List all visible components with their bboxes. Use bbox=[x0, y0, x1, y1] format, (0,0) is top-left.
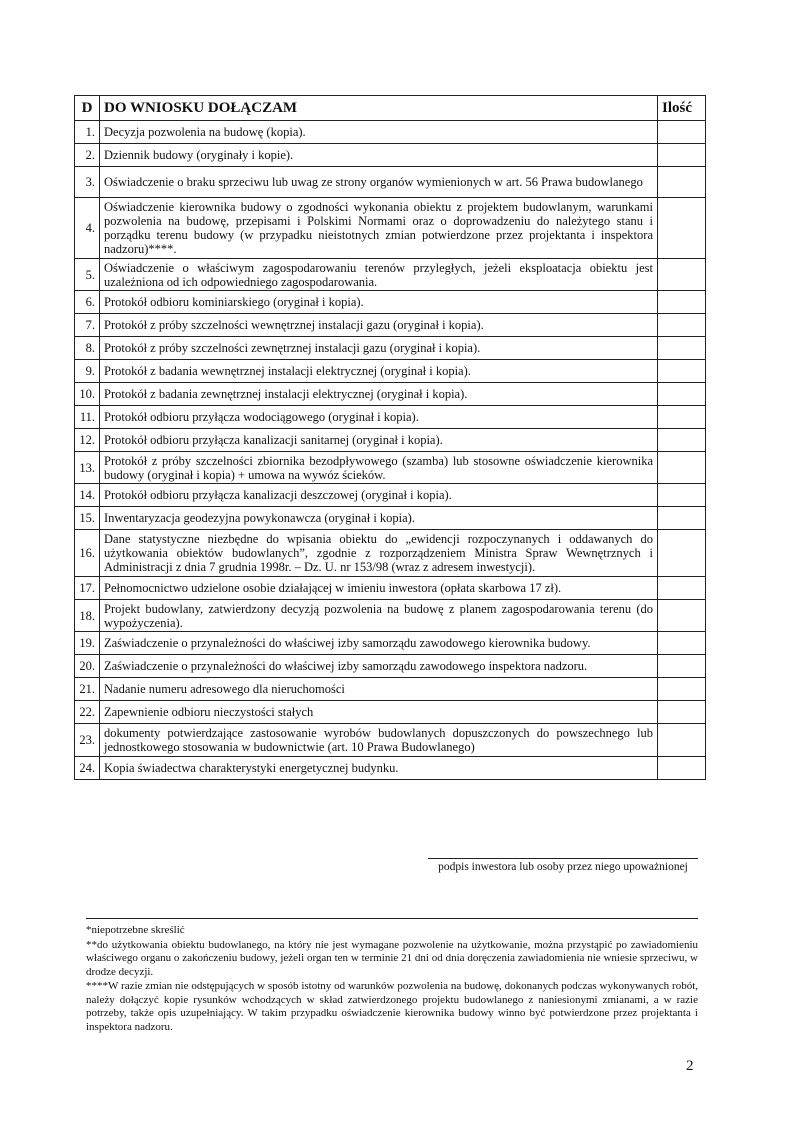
row-number: 10. bbox=[75, 383, 100, 406]
row-text: Projekt budowlany, zatwierdzony decyzją pozwolenia na budowę z planem zagospodarowania terenu (do wypożyczenia). bbox=[100, 600, 658, 632]
row-text: Decyzja pozwolenia na budowę (kopia). bbox=[100, 121, 658, 144]
header-section-letter: D bbox=[75, 96, 100, 121]
table-row bbox=[75, 121, 706, 144]
table-row bbox=[75, 167, 706, 198]
row-number: 11. bbox=[75, 406, 100, 429]
row-text: dokumenty potwierdzające zastosowanie wyrobów budowlanych dopuszczonych do powszechnego lub jednostkowego stosowania w budownictwie (art. 10 Prawa Budowlanego) bbox=[100, 724, 658, 757]
table-row bbox=[75, 452, 706, 484]
table-row bbox=[75, 632, 706, 655]
row-number: 23. bbox=[75, 724, 100, 757]
row-number: 22. bbox=[75, 701, 100, 724]
footnote-divider bbox=[86, 918, 698, 919]
attachments-table bbox=[74, 95, 706, 780]
signature-label: podpis inwestora lub osoby przez niego upoważnionej bbox=[438, 861, 688, 873]
row-quantity-cell bbox=[658, 406, 706, 429]
row-text: Oświadczenie o właściwym zagospodarowaniu terenów przyległych, jeżeli eksploatacja obiektu jest uzależniona od ich odpowiedniego zagospodarowania. bbox=[100, 259, 658, 291]
row-text: Dziennik budowy (oryginały i kopie). bbox=[100, 144, 658, 167]
header-title: DO WNIOSKU DOŁĄCZAM bbox=[100, 96, 658, 121]
row-quantity-cell bbox=[658, 655, 706, 678]
row-number: 14. bbox=[75, 484, 100, 507]
row-quantity-cell bbox=[658, 259, 706, 291]
table-row bbox=[75, 678, 706, 701]
table-row bbox=[75, 360, 706, 383]
table-row bbox=[75, 259, 706, 291]
row-quantity-cell bbox=[658, 530, 706, 577]
footnote-1: *niepotrzebne skreślić bbox=[86, 924, 185, 936]
row-quantity-cell bbox=[658, 724, 706, 757]
row-quantity-cell bbox=[658, 577, 706, 600]
row-quantity-cell bbox=[658, 484, 706, 507]
row-text: Protokół odbioru przyłącza wodociągowego (oryginał i kopia). bbox=[100, 406, 658, 429]
row-text: Protokół z badania wewnętrznej instalacji elektrycznej (oryginał i kopia). bbox=[100, 360, 658, 383]
row-quantity-cell bbox=[658, 757, 706, 780]
row-text: Zaświadczenie o przynależności do właściwej izby samorządu zawodowego inspektora nadzoru. bbox=[100, 655, 658, 678]
row-quantity-cell bbox=[658, 452, 706, 484]
table-row bbox=[75, 655, 706, 678]
row-quantity-cell bbox=[658, 632, 706, 655]
row-number: 8. bbox=[75, 337, 100, 360]
signature-line bbox=[428, 858, 698, 859]
table-row bbox=[75, 701, 706, 724]
row-text: Inwentaryzacja geodezyjna powykonawcza (oryginał i kopia). bbox=[100, 507, 658, 530]
row-text: Protokół odbioru kominiarskiego (oryginał i kopia). bbox=[100, 291, 658, 314]
row-quantity-cell bbox=[658, 121, 706, 144]
table-row bbox=[75, 507, 706, 530]
row-text: Nadanie numeru adresowego dla nieruchomości bbox=[100, 678, 658, 701]
table-row bbox=[75, 406, 706, 429]
row-number: 12. bbox=[75, 429, 100, 452]
row-quantity-cell bbox=[658, 314, 706, 337]
row-number: 19. bbox=[75, 632, 100, 655]
row-number: 17. bbox=[75, 577, 100, 600]
table-row bbox=[75, 484, 706, 507]
table-row bbox=[75, 530, 706, 577]
row-quantity-cell bbox=[658, 291, 706, 314]
table-row bbox=[75, 724, 706, 757]
header-quantity: Ilość bbox=[658, 96, 706, 121]
row-number: 7. bbox=[75, 314, 100, 337]
row-quantity-cell bbox=[658, 678, 706, 701]
footnote-2: **do użytkowania obiektu budowlanego, na który nie jest wymagane pozwolenie na użytkowanie, można przystąpić po zawiadomieniu właściwego organu o zakończeniu budowy, jeżeli organ ten w terminie 21 dni od dnia doręczenia zawiadomienia nie wniesie sprzeciwu, w drodze decyzji. bbox=[86, 938, 698, 978]
row-text: Oświadczenie kierownika budowy o zgodności wykonania obiektu z projektem budowlanym, warunkami pozwolenia na budowę, przepisami i Polskimi Normami oraz o doprowadzeniu do należytego stanu i porządku terenu budowy (w przypadku nieistotnych zmian potwierdzone przez projektanta i inspektora nadzoru)****. bbox=[100, 198, 658, 259]
row-number: 21. bbox=[75, 678, 100, 701]
table-row bbox=[75, 337, 706, 360]
row-quantity-cell bbox=[658, 429, 706, 452]
table-row bbox=[75, 600, 706, 632]
row-number: 18. bbox=[75, 600, 100, 632]
row-quantity-cell bbox=[658, 701, 706, 724]
row-text: Kopia świadectwa charakterystyki energetycznej budynku. bbox=[100, 757, 658, 780]
row-number: 15. bbox=[75, 507, 100, 530]
table-row bbox=[75, 429, 706, 452]
row-number: 1. bbox=[75, 121, 100, 144]
row-quantity-cell bbox=[658, 337, 706, 360]
row-text: Pełnomocnictwo udzielone osobie działającej w imieniu inwestora (opłata skarbowa 17 zł). bbox=[100, 577, 658, 600]
row-number: 16. bbox=[75, 530, 100, 577]
row-number: 13. bbox=[75, 452, 100, 484]
row-quantity-cell bbox=[658, 383, 706, 406]
table-header-row bbox=[75, 96, 706, 121]
row-quantity-cell bbox=[658, 198, 706, 259]
row-quantity-cell bbox=[658, 600, 706, 632]
row-text: Protokół z badania zewnętrznej instalacji elektrycznej (oryginał i kopia). bbox=[100, 383, 658, 406]
row-quantity-cell bbox=[658, 507, 706, 530]
table-row bbox=[75, 198, 706, 259]
row-text: Protokół odbioru przyłącza kanalizacji deszczowej (oryginał i kopia). bbox=[100, 484, 658, 507]
row-text: Protokół z próby szczelności wewnętrznej instalacji gazu (oryginał i kopia). bbox=[100, 314, 658, 337]
table-row bbox=[75, 291, 706, 314]
row-quantity-cell bbox=[658, 360, 706, 383]
row-number: 20. bbox=[75, 655, 100, 678]
row-number: 9. bbox=[75, 360, 100, 383]
row-number: 4. bbox=[75, 198, 100, 259]
page-number: 2 bbox=[686, 1058, 694, 1074]
table-row bbox=[75, 757, 706, 780]
footnotes bbox=[86, 924, 698, 1035]
row-number: 24. bbox=[75, 757, 100, 780]
row-text: Zaświadczenie o przynależności do właściwej izby samorządu zawodowego kierownika budowy. bbox=[100, 632, 658, 655]
row-number: 2. bbox=[75, 144, 100, 167]
table-row bbox=[75, 144, 706, 167]
table-row bbox=[75, 383, 706, 406]
row-quantity-cell bbox=[658, 167, 706, 198]
row-text: Protokół odbioru przyłącza kanalizacji sanitarnej (oryginał i kopia). bbox=[100, 429, 658, 452]
row-text: Dane statystyczne niezbędne do wpisania obiektu do „ewidencji rozpoczynanych i oddawanych do użytkowania obiektów budowlanych”, zgodnie z rozporządzeniem Ministra Spraw Wewnętrznych i Administracji z dnia 7 grudnia 1998r. – Dz. U. nr 153/98 (wraz z adresem inwestycji). bbox=[100, 530, 658, 577]
table-row bbox=[75, 577, 706, 600]
table-row bbox=[75, 314, 706, 337]
row-text: Protokół z próby szczelności zewnętrznej instalacji gazu (oryginał i kopia). bbox=[100, 337, 658, 360]
row-number: 6. bbox=[75, 291, 100, 314]
row-text: Zapewnienie odbioru nieczystości stałych bbox=[100, 701, 658, 724]
row-text: Oświadczenie o braku sprzeciwu lub uwag ze strony organów wymienionych w art. 56 Prawa budowlanego bbox=[100, 167, 658, 198]
row-quantity-cell bbox=[658, 144, 706, 167]
row-number: 3. bbox=[75, 167, 100, 198]
footnote-3: ****W razie zmian nie odstępujących w sposób istotny od warunków pozwolenia na budowę, dokonanych podczas wykonywanych robót, należy dołączyć kopie rysunków wchodzących w skład zatwierdzonego projektu budowlanego z naniesionymi zmianami, a w razie potrzeby, także opis uzupełniający. W takim przypadku oświadczenie kierownika budowy winno być potwierdzone przez projektanta i inspektora nadzoru. bbox=[86, 980, 698, 1033]
row-text: Protokół z próby szczelności zbiornika bezodpływowego (szamba) lub stosowne oświadczenie kierownika budowy (oryginał i kopia) + umowa na wywóz ścieków. bbox=[100, 452, 658, 484]
row-number: 5. bbox=[75, 259, 100, 291]
